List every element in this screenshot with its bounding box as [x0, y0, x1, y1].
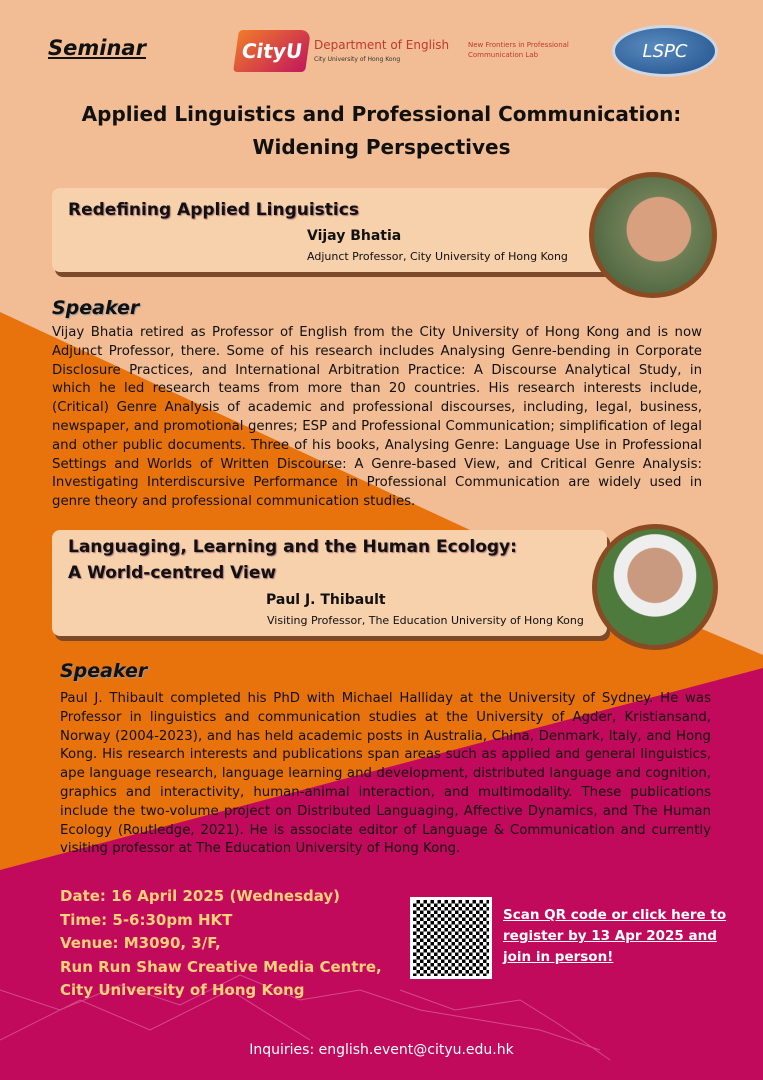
talk2-title-line2: A World-centred View: [68, 563, 277, 583]
vijay-bhatia-photo: [589, 172, 717, 298]
seminar-label: Seminar: [48, 36, 146, 60]
department-name: Department of English: [314, 38, 450, 52]
talk2-speaker-name: Paul J. Thibault: [266, 592, 386, 608]
talk1-title: Redefining Applied Linguistics: [68, 200, 359, 220]
paul-thibault-photo: [592, 524, 718, 650]
talk2-bio: Paul J. Thibault completed his PhD with Michael Halliday at the University of Sydney. He was Professor in linguistics and communication studies at the University of Agder, Kristiansand, Norway (2004-2023), and has held academic posts in Australia, China, Denmark, Italy, and Hong Kong. His research interests and publications span areas such as applied and general linguistics, ape language research, language learning and development, distributed language and cognition, graphics and interactivity, human-animal interaction, and multimodality. These publications include the two-volume project on Distributed Languaging, Affective Dynamics, and The Human Ecology (Routledge, 2021). He is associate editor of Language & Communication and currently visiting professor at The Education University of Hong Kong.: [60, 691, 711, 857]
title-line2: Widening Perspectives: [252, 135, 511, 159]
title-line1: Applied Linguistics and Professional Communication:: [81, 102, 682, 126]
department-logo-text: [314, 38, 449, 63]
talk1-speaker-label: Speaker: [52, 297, 140, 319]
talk2-title-line1: Languaging, Learning and the Human Ecology:: [68, 537, 517, 557]
talk1-affiliation: Adjunct Professor, City University of Hong Kong: [307, 250, 568, 263]
event-venue-building: Run Run Shaw Creative Media Centre,: [60, 957, 382, 976]
event-date: Date: 16 April 2025 (Wednesday): [60, 887, 341, 905]
lab-logo: LSPC: [612, 25, 718, 77]
lab-name: New Frontiers in Professional Communication Lab: [468, 41, 569, 59]
page-title: [0, 98, 763, 164]
talk2-card: [52, 530, 607, 636]
talk2-speaker-label: Speaker: [60, 660, 148, 682]
event-details: [60, 885, 382, 1003]
registration-qr-code[interactable]: [410, 897, 492, 979]
register-link[interactable]: Scan QR code or click here to register by 13 Apr 2025 and join in person!: [503, 907, 727, 965]
talk1-card: [52, 188, 612, 272]
talk2-title: [68, 534, 517, 586]
event-venue-university: City University of Hong Kong: [60, 981, 305, 999]
talk2-affiliation: Visiting Professor, The Education University of Hong Kong: [267, 614, 584, 627]
inquiries-contact: Inquiries: english.event@cityu.edu.hk: [249, 1042, 514, 1058]
event-venue: Venue: M3090, 3/F,: [60, 934, 221, 952]
university-name: City University of Hong Kong: [314, 56, 401, 63]
cityu-logo: CityU: [233, 30, 311, 72]
event-time: Time: 5-6:30pm HKT: [60, 910, 233, 929]
talk1-speaker-name: Vijay Bhatia: [307, 228, 402, 244]
talk1-bio: Vijay Bhatia retired as Professor of English from the City University of Hong Kong and is now Adjunct Professor, there. Some of his research includes Analysing Genre-bending in Corporate Disclosure Practices, and International Arbitration Practice: A Discourse Analytical Study, in which he led research teams from more than 20 countries. His research interests include, (Critical) Genre Analysis of academic and professional discourses, including, legal, business, newspaper, and promotional genres; ESP and Professional Communication; simplification of legal and other public documents. Three of his books, Analysing Genre: Language Use in Professional Settings and Worlds of Written Discourse: A Genre-based View, and Critical Genre Analysis: Investigating Interdiscursive Performance in Professional Communication are widely used in genre theory and professional communication studies.: [52, 325, 702, 510]
